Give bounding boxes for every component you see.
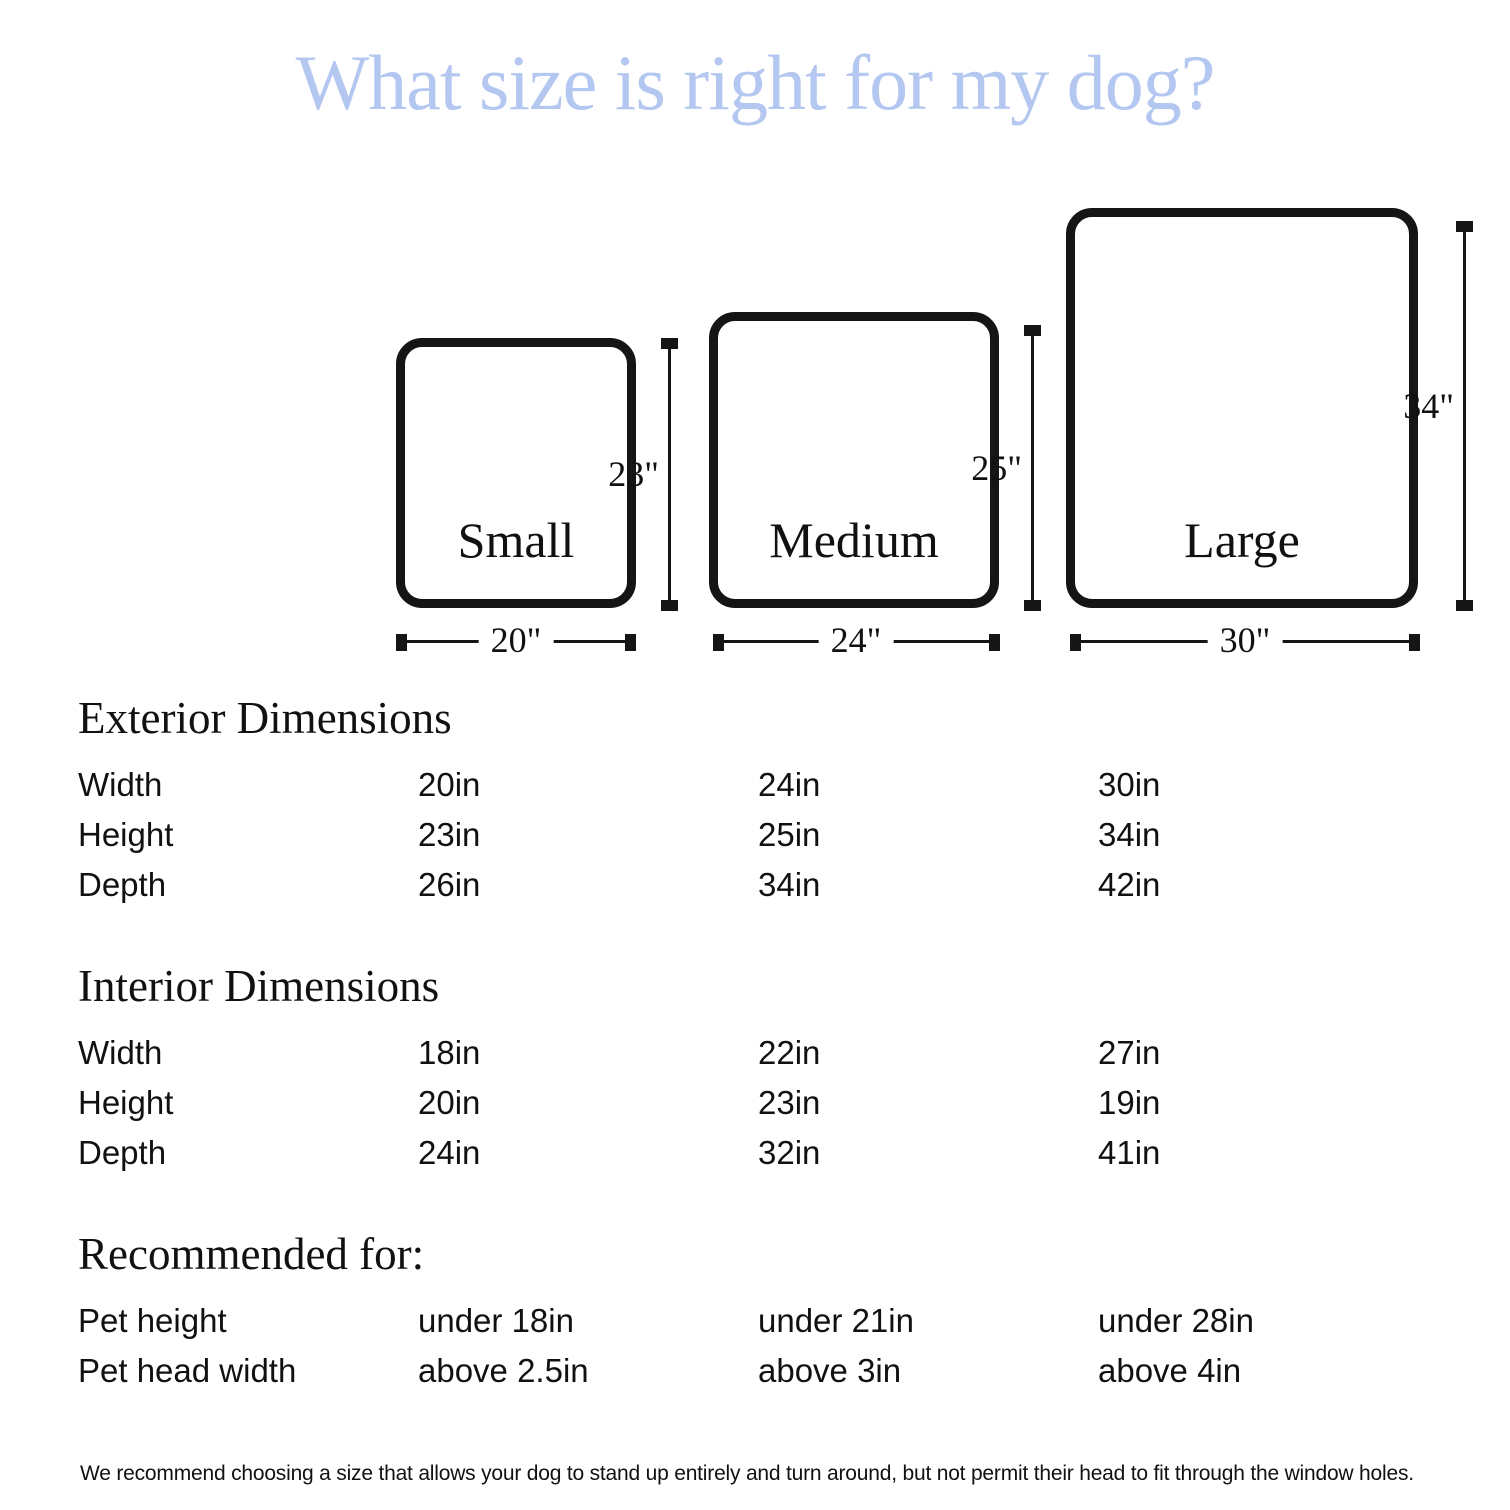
crate-medium-label: Medium: [769, 512, 939, 568]
section-recommended-for: [78, 1228, 1438, 1402]
row-label: Height: [78, 1084, 174, 1121]
page-title: What size is right for my dog?: [295, 39, 1215, 126]
crate-small-height-label: 23": [608, 454, 659, 494]
cell-medium: 32in: [758, 1134, 821, 1171]
crate-medium: [709, 312, 999, 608]
crate-small-height-line: [668, 343, 671, 606]
table-row: [78, 1084, 1438, 1134]
cell-small: 23in: [418, 816, 481, 853]
crate-medium-height-label: 25": [971, 448, 1022, 488]
section-interior-dimensions: [78, 960, 1438, 1184]
cell-small: 26in: [418, 866, 481, 903]
crate-large-width-label: 30": [1208, 619, 1283, 661]
cell-small: under 18in: [418, 1302, 574, 1339]
table-row: [78, 766, 1438, 816]
cell-large: 27in: [1098, 1034, 1161, 1071]
cell-medium: 34in: [758, 866, 821, 903]
cell-small: above 2.5in: [418, 1352, 589, 1389]
cell-large: 30in: [1098, 766, 1161, 803]
cell-medium: under 21in: [758, 1302, 914, 1339]
cell-medium: 22in: [758, 1034, 821, 1071]
cell-medium: above 3in: [758, 1352, 902, 1389]
row-label: Height: [78, 816, 174, 853]
cell-medium: 25in: [758, 816, 821, 853]
row-label: Pet head width: [78, 1352, 297, 1389]
section-exterior-dimensions: [78, 692, 1438, 916]
row-label: Depth: [78, 1134, 167, 1171]
cell-small: 20in: [418, 766, 481, 803]
crate-small-width-label: 20": [479, 619, 554, 661]
cell-medium: 24in: [758, 766, 821, 803]
section-title: Exterior Dimensions: [78, 693, 452, 743]
crate-large-height-label: 34": [1403, 386, 1454, 426]
cell-large: under 28in: [1098, 1302, 1254, 1339]
crate-medium-width-label: 24": [819, 619, 894, 661]
crate-large: [1066, 208, 1418, 608]
table-row: [78, 816, 1438, 866]
cell-large: 34in: [1098, 816, 1161, 853]
crate-large-label: Large: [1184, 512, 1300, 568]
cell-large: above 4in: [1098, 1352, 1242, 1389]
table-row: [78, 1034, 1438, 1084]
row-label: Width: [78, 766, 163, 803]
table-row: [78, 1134, 1438, 1184]
cell-small: 18in: [418, 1034, 481, 1071]
cell-small: 24in: [418, 1134, 481, 1171]
row-label: Width: [78, 1034, 163, 1071]
cell-large: 19in: [1098, 1084, 1161, 1121]
crate-small-label: Small: [457, 512, 575, 568]
table-row: [78, 1302, 1438, 1352]
row-label: Pet height: [78, 1302, 227, 1339]
footnote: We recommend choosing a size that allows your dog to stand up entirely and turn around, but not permit their head to fit through the window holes.: [80, 1462, 1414, 1485]
crate-size-diagram: [0, 0, 1510, 680]
cell-large: 41in: [1098, 1134, 1161, 1171]
table-row: [78, 1352, 1438, 1402]
cell-large: 42in: [1098, 866, 1161, 903]
crate-small: [396, 338, 636, 608]
cell-medium: 23in: [758, 1084, 821, 1121]
section-title: Interior Dimensions: [78, 961, 440, 1011]
crate-medium-height-line: [1031, 330, 1034, 606]
cell-small: 20in: [418, 1084, 481, 1121]
section-title: Recommended for:: [78, 1229, 425, 1279]
table-row: [78, 866, 1438, 916]
row-label: Depth: [78, 866, 167, 903]
crate-large-height-line: [1463, 226, 1466, 606]
